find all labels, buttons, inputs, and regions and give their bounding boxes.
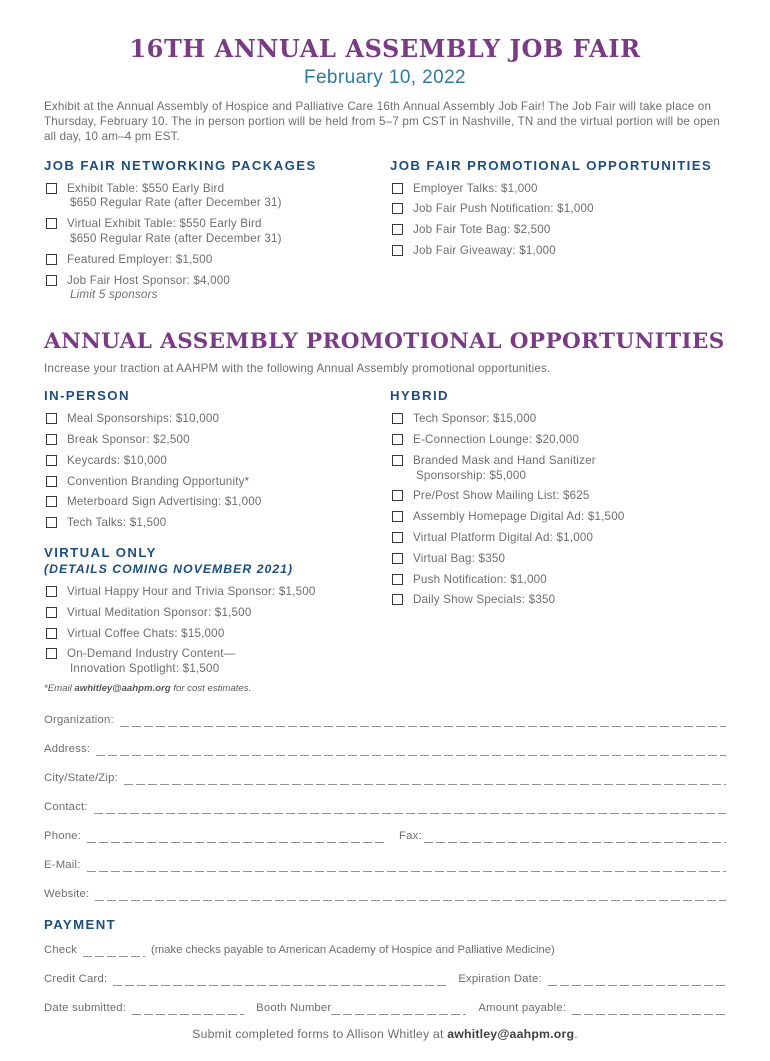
hybrid-section xyxy=(390,388,726,694)
checkbox-label: Virtual Platform Digital Ad: $1,000 xyxy=(413,530,594,544)
checkbox-item xyxy=(390,244,726,259)
checkbox-item xyxy=(44,274,390,304)
checkbox[interactable] xyxy=(392,511,403,522)
date-submitted-input[interactable] xyxy=(132,1003,244,1015)
checkbox-label: Job Fair Tote Bag: $2,500 xyxy=(413,223,551,237)
checkbox[interactable] xyxy=(46,607,57,618)
checkbox[interactable] xyxy=(392,245,403,256)
city-state-zip-label: City/State/Zip: xyxy=(44,771,118,784)
checkbox-label: Branded Mask and Hand Sanitizer Sponsorship: $5,000 xyxy=(413,453,596,482)
checkbox[interactable] xyxy=(46,413,57,424)
checkbox-label: Exhibit Table: $550 Early Bird $650 Regular Rate (after December 31) xyxy=(67,181,282,210)
cost-estimates-footnote xyxy=(44,683,390,694)
footnote-prefix: *Email xyxy=(44,682,75,694)
checkbox[interactable] xyxy=(46,455,57,466)
checkbox-label: E-Connection Lounge: $20,000 xyxy=(413,432,580,446)
address-label: Address: xyxy=(44,742,91,755)
city-state-zip-input[interactable] xyxy=(124,773,726,785)
page-title: 16TH ANNUAL ASSEMBLY JOB FAIR xyxy=(129,34,641,63)
checkbox-label: Virtual Bag: $350 xyxy=(413,551,506,565)
check-input[interactable] xyxy=(83,945,145,957)
date-booth-amount-row xyxy=(44,1002,726,1015)
checkbox[interactable] xyxy=(46,517,57,528)
payment-section xyxy=(44,917,726,1015)
checkbox[interactable] xyxy=(46,434,57,445)
checkbox-label: Employer Talks: $1,000 xyxy=(413,181,538,195)
check-row xyxy=(44,944,726,957)
checkbox-item xyxy=(390,531,726,546)
checkbox-item xyxy=(390,202,726,217)
checkbox[interactable] xyxy=(392,434,403,445)
payment-heading: PAYMENT xyxy=(44,916,117,932)
footer-prefix: Submit completed forms to Allison Whitley at xyxy=(192,1026,448,1041)
checkbox-item xyxy=(390,552,726,567)
city-state-zip-row xyxy=(44,772,726,785)
checkbox-item xyxy=(44,495,390,510)
checkbox-item xyxy=(44,647,390,677)
networking-heading: JOB FAIR NETWORKING PACKAGES xyxy=(44,157,317,173)
hybrid-checklist xyxy=(390,412,726,608)
checkbox-label: Meal Sponsorships: $10,000 xyxy=(67,412,220,426)
checkbox-item xyxy=(44,454,390,469)
email-input[interactable] xyxy=(87,860,726,872)
checkbox[interactable] xyxy=(46,218,57,229)
checkbox-label: Daily Show Specials: $350 xyxy=(413,593,556,607)
jobfair-promo-checklist xyxy=(390,182,726,259)
checkbox-sublabel: Limit 5 sponsors xyxy=(70,288,158,302)
checkbox[interactable] xyxy=(392,532,403,543)
checkbox-item xyxy=(390,412,726,427)
credit-card-input[interactable] xyxy=(113,974,446,986)
checkbox-label: Virtual Meditation Sponsor: $1,500 xyxy=(67,605,252,619)
checkbox[interactable] xyxy=(392,553,403,564)
footnote-suffix: for cost estimates. xyxy=(170,682,252,694)
check-label: Check xyxy=(44,943,78,956)
credit-card-label: Credit Card: xyxy=(44,972,108,985)
assembly-promo-heading: ANNUAL ASSEMBLY PROMOTIONAL OPPORTUNITIES xyxy=(44,329,725,355)
submit-instructions xyxy=(44,1027,726,1041)
event-date: February 10, 2022 xyxy=(303,67,467,88)
checkbox-label: Convention Branding Opportunity* xyxy=(67,474,250,488)
job-fair-columns xyxy=(44,158,726,310)
networking-section xyxy=(44,158,390,310)
checkbox-item xyxy=(44,585,390,600)
checkbox-item xyxy=(44,516,390,531)
checkbox-item xyxy=(44,217,390,247)
checkbox-item xyxy=(390,489,726,504)
booth-number-label: Booth Number xyxy=(256,1001,332,1014)
check-note: (make checks payable to American Academy of Hospice and Palliative Medicine) xyxy=(151,943,555,956)
checkbox-sublabel: Innovation Spotlight: $1,500 xyxy=(70,662,220,676)
checkbox-label: Break Sponsor: $2,500 xyxy=(67,432,190,446)
amount-payable-label: Amount payable: xyxy=(478,1001,567,1014)
checkbox-sublabel: $650 Regular Rate (after December 31) xyxy=(70,232,282,245)
jobfair-promo-heading: JOB FAIR PROMOTIONAL OPPORTUNITIES xyxy=(390,157,713,173)
footnote-email: awhitley@aahpm.org xyxy=(74,682,171,694)
contact-input[interactable] xyxy=(94,802,726,814)
checkbox[interactable] xyxy=(392,413,403,424)
checkbox-sublabel: $650 Regular Rate (after December 31) xyxy=(70,196,282,210)
checkbox-item xyxy=(390,454,726,484)
address-input[interactable] xyxy=(96,744,726,756)
checkbox-item xyxy=(44,182,390,212)
checkbox[interactable] xyxy=(46,476,57,487)
intro-paragraph: Exhibit at the Annual Assembly of Hospice and Palliative Care 16th Annual Assembly Job Fair! The Job Fair will take place on Thursday, February 10. The in person portion will be held from 5–7 pm CST in Nashville, TN and the virtual portion will be open all day, 10 am–4 pm EST. xyxy=(44,100,721,144)
phone-input[interactable] xyxy=(87,831,387,843)
checkbox-item xyxy=(390,593,726,608)
checkbox-label: Tech Sponsor: $15,000 xyxy=(413,412,537,426)
virtual-only-checklist xyxy=(44,585,390,677)
checkbox-label: Virtual Exhibit Table: $550 Early Bird $650 Regular Rate (after December 31) xyxy=(67,217,282,245)
checkbox-item xyxy=(44,433,390,448)
virtual-only-subheading: (DETAILS COMING NOVEMBER 2021) xyxy=(44,561,294,576)
assembly-columns xyxy=(44,388,726,694)
contact-row xyxy=(44,801,726,814)
checkbox-item xyxy=(390,182,726,197)
in-person-checklist xyxy=(44,412,390,531)
checkbox-label: Virtual Happy Hour and Trivia Sponsor: $1,500 xyxy=(67,584,316,598)
footer-email: awhitley@aahpm.org xyxy=(447,1026,575,1041)
checkbox-item xyxy=(44,412,390,427)
phone-label: Phone: xyxy=(44,829,82,842)
website-label: Website: xyxy=(44,887,90,900)
phone-fax-row xyxy=(44,830,726,843)
organization-row xyxy=(44,714,726,727)
date-submitted-label: Date submitted: xyxy=(44,1001,127,1014)
checkbox-label: Job Fair Giveaway: $1,000 xyxy=(413,244,556,257)
fax-label: Fax: xyxy=(399,829,422,842)
checkbox-item xyxy=(390,433,726,448)
checkbox-label: Assembly Homepage Digital Ad: $1,500 xyxy=(413,510,625,524)
assembly-promo-subtitle: Increase your traction at AAHPM with the following Annual Assembly promotional opportunities. xyxy=(44,362,551,376)
in-person-section xyxy=(44,388,390,694)
checkbox[interactable] xyxy=(392,203,403,214)
checkbox[interactable] xyxy=(392,490,403,501)
checkbox-sublabel: Sponsorship: $5,000 xyxy=(416,468,527,482)
in-person-heading: IN-PERSON xyxy=(44,388,130,404)
footer-suffix: . xyxy=(574,1026,578,1041)
organization-input[interactable] xyxy=(120,715,726,727)
checkbox-label: Pre/Post Show Mailing List: $625 xyxy=(413,489,590,503)
checkbox[interactable] xyxy=(392,183,403,194)
address-row xyxy=(44,743,726,756)
checkbox[interactable] xyxy=(46,275,57,286)
expiration-label: Expiration Date: xyxy=(458,972,542,985)
checkbox-label: On-Demand Industry Content— Innovation Spotlight: $1,500 xyxy=(67,647,236,676)
networking-checklist xyxy=(44,182,390,304)
checkbox-label: Virtual Coffee Chats: $15,000 xyxy=(67,626,225,640)
checkbox[interactable] xyxy=(46,648,57,659)
checkbox-label: Keycards: $10,000 xyxy=(67,453,168,467)
checkbox[interactable] xyxy=(46,628,57,639)
fax-input[interactable] xyxy=(424,831,726,843)
checkbox[interactable] xyxy=(392,574,403,585)
checkbox[interactable] xyxy=(46,183,57,194)
booth-number-input[interactable] xyxy=(331,1003,466,1015)
expiration-input[interactable] xyxy=(548,974,726,986)
checkbox[interactable] xyxy=(392,594,403,605)
checkbox[interactable] xyxy=(392,455,403,466)
checkbox-label: Featured Employer: $1,500 xyxy=(67,252,213,266)
checkbox-item xyxy=(390,573,726,588)
contact-label: Contact: xyxy=(44,800,88,813)
jobfair-promo-section xyxy=(390,158,726,310)
website-input[interactable] xyxy=(95,889,726,901)
credit-card-row xyxy=(44,973,726,986)
checkbox[interactable] xyxy=(46,586,57,597)
checkbox-item xyxy=(44,606,390,621)
checkbox-label: Job Fair Push Notification: $1,000 xyxy=(413,202,594,216)
contact-form xyxy=(44,714,726,901)
amount-payable-input[interactable] xyxy=(572,1003,726,1015)
hybrid-heading: HYBRID xyxy=(390,388,449,404)
checkbox[interactable] xyxy=(392,224,403,235)
checkbox-item xyxy=(390,510,726,525)
website-row xyxy=(44,888,726,901)
checkbox[interactable] xyxy=(46,496,57,507)
checkbox-item xyxy=(390,223,726,238)
virtual-only-heading: VIRTUAL ONLY xyxy=(44,544,157,560)
checkbox-label: Meterboard Sign Advertising: $1,000 xyxy=(67,495,262,509)
virtual-only-section xyxy=(44,545,390,694)
checkbox[interactable] xyxy=(46,254,57,265)
checkbox-label: Push Notification: $1,000 xyxy=(413,572,547,586)
checkbox-label: Job Fair Host Sponsor: $4,000 Limit 5 sponsors xyxy=(67,273,231,302)
checkbox-item xyxy=(44,475,390,490)
checkbox-item xyxy=(44,627,390,642)
checkbox-label: Tech Talks: $1,500 xyxy=(67,516,167,530)
organization-label: Organization: xyxy=(44,713,114,726)
checkbox-item xyxy=(44,253,390,268)
email-row xyxy=(44,859,726,872)
email-label: E-Mail: xyxy=(44,858,81,871)
